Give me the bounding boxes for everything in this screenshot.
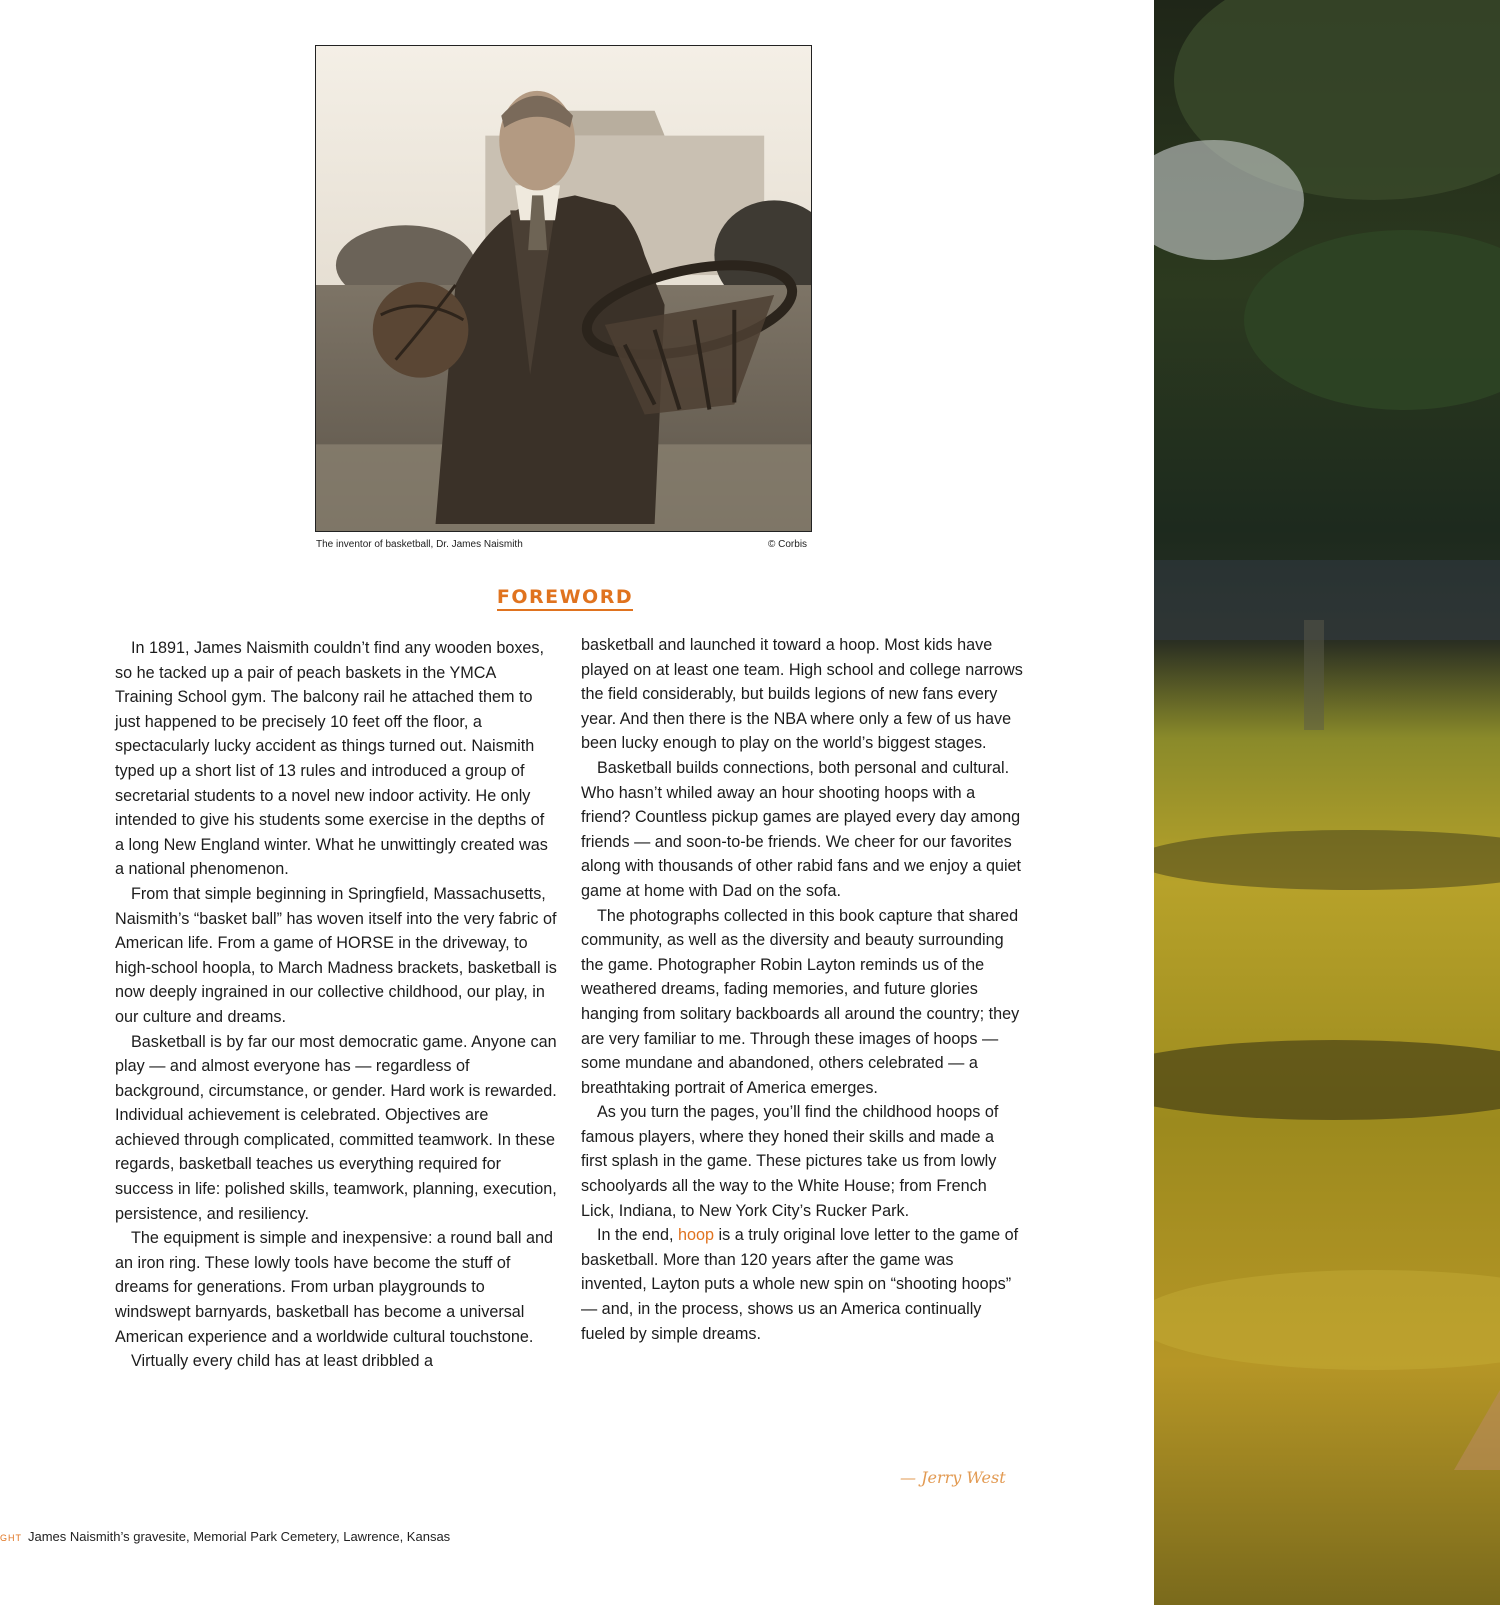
final-text-after: is a truly original love letter to the game of basketball. More than 120 years after the game was invented, Layton puts a whole new spin on “shooting hoops” — and, in the process, shows us an America continually fueled by simple dreams. <box>581 1226 1019 1343</box>
author-signature: — Jerry West <box>900 1468 1006 1487</box>
left-paragraph-4: The equipment is simple and inexpensive: a round ball and an iron ring. These lowly tools have become the stuff of dreams for generations. From urban playgrounds to windswept barnyards, basketball has become a universal American experience and a worldwide cultural touchstone. <box>115 1229 554 1346</box>
final-text-before: In the end, <box>597 1226 679 1245</box>
footer-prefix: GHT <box>0 1533 22 1543</box>
foreword-heading <box>0 586 1130 608</box>
right-paragraph-4: As you turn the pages, you’ll find the childhood hoops of famous players, where they honed their skills and made a first splash in the game. These pictures take us from lowly schoolyards all the way to the White House; from French Lick, Indiana, to New York City’s Rucker Park. <box>581 1103 999 1220</box>
right-paragraph-3: The photographs collected in this book capture that shared community, as well as the diversity and beauty surrounding the game. Photographer Robin Layton reminds us of the weathered dreams, fading memories, and future glories hanging from solitary backboards all around the country; they are very familiar to me. Through these images of hoops — some mundane and abandoned, others celebrated — a breathtaking portrait of America emerges. <box>581 906 1020 1097</box>
footer-text: James Naismith’s gravesite, Memorial Park Cemetery, Lawrence, Kansas <box>28 1529 451 1544</box>
right-paragraph-5 <box>581 1223 1023 1346</box>
photo-credit: © Corbis <box>768 539 808 550</box>
left-paragraph-5: Virtually every child has at least dribbled a <box>131 1352 434 1371</box>
left-paragraph-3: Basketball is by far our most democratic game. Anyone can play — and almost everyone has — regardless of background, circumstance, or gender. Hard work is rewarded. Individual achievement is celebrated. Objectives are achieved through complicated, committed teamwork. In these regards, basketball teaches us everything required for success in life: polished skills, teamwork, planning, execution, persistence, and resiliency. <box>115 1032 557 1223</box>
book-title-highlight: hoop <box>678 1226 715 1245</box>
right-paragraph-2: Basketball builds connections, both personal and cultural. Who hasn’t whiled away an hour shooting hoops with a friend? Countless pickup games are played every day among friends — and soon-to-be friends. We cheer for our favorites along with thousands of other rabid fans and we enjoy a quiet game at home with Dad on the sofa. <box>581 758 1022 900</box>
left-paragraph-2: From that simple beginning in Springfield, Massachusetts, Naismith’s “basket ball” has woven itself into the very fabric of American life. From a game of HORSE in the driveway, to high-school hoopla, to March Madness brackets, basketball is now deeply ingrained in our collective childhood, our play, in our culture and dreams. <box>115 884 557 1026</box>
gravesite-photo <box>1154 0 1500 1605</box>
left-paragraph-1: In 1891, James Naismith couldn’t find any wooden boxes, so he tacked up a pair of peach baskets in the YMCA Training School gym. The balcony rail he attached them to just happened to be precisely 10 feet off the floor, a spectacularly lucky accident as things turned out. Naismith typed up a short list of 13 rules and introduced a group of secretarial students to a novel new indoor activity. He only intended to give his students some exercise in the depths of a long New England winter. What he unwittingly created was a national phenomenon. <box>115 639 548 879</box>
right-column <box>581 633 1023 1346</box>
naismith-photo <box>315 45 812 532</box>
footer-caption <box>0 1529 450 1544</box>
foreword-heading-text: FOREWORD <box>497 586 633 611</box>
left-column <box>115 636 557 1374</box>
right-paragraph-1: basketball and launched it toward a hoop. Most kids have played on at least one team. High school and college narrows the field considerably, but builds legions of new fans every year. And then there is the NBA where only a few of us have been lucky enough to play on the world’s biggest stages. <box>581 636 1023 753</box>
photo-caption: The inventor of basketball, Dr. James Naismith <box>316 539 523 550</box>
